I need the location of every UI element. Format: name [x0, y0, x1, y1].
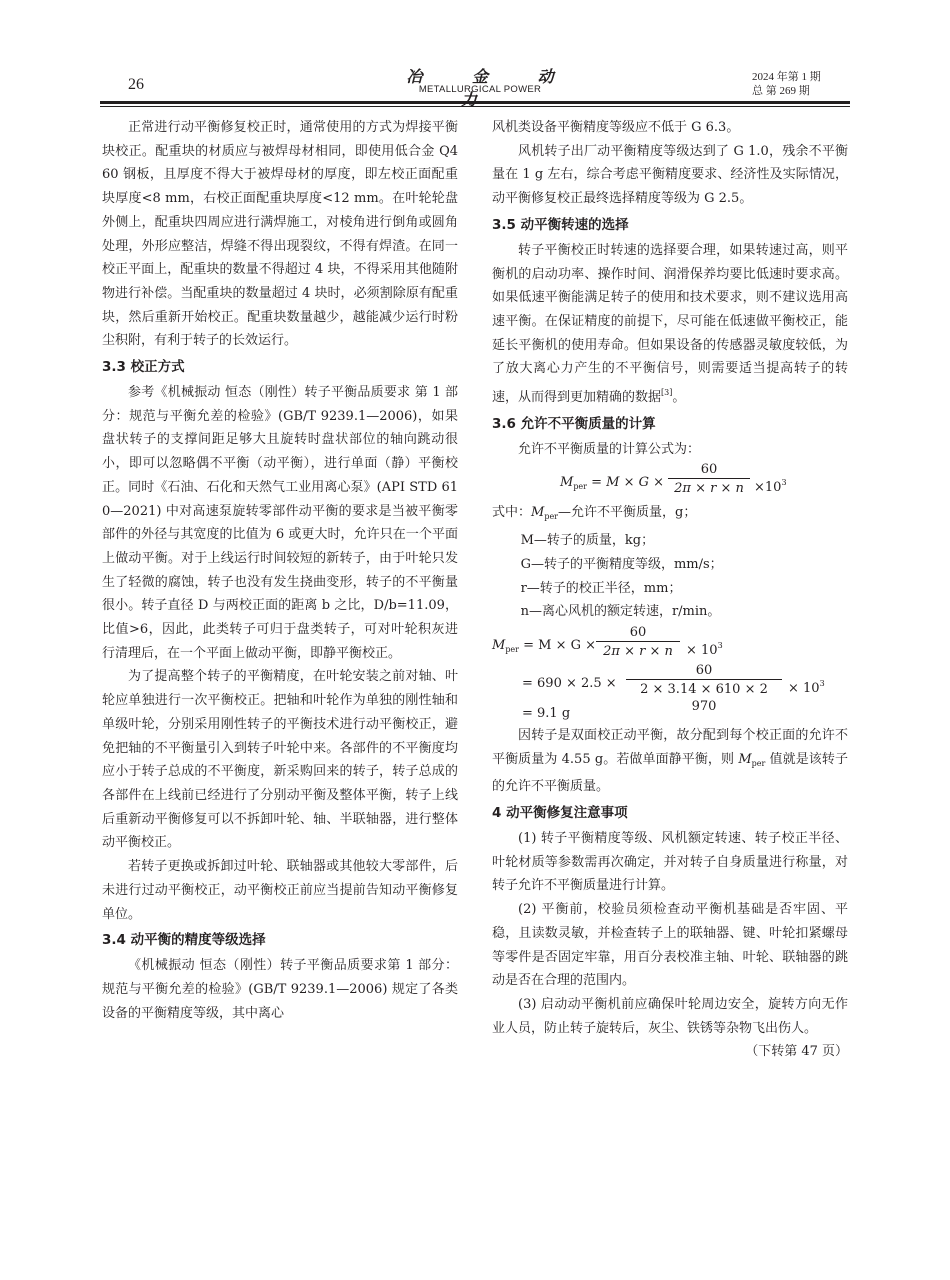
- paragraph: 为了提高整个转子的平衡精度，在叶轮安装之前对轴、叶轮应单独进行一次平衡校正。把轴和叶轮作为单独的刚性轴和单级叶轮，分别采用刚性转子的平衡技术进行动平衡校正，避免把轴的不平衡量引入到转子叶轮中来。各部件的不平衡度均应小于转子总成的不平衡度，新采购回来的转子，转子总成的各部件在上线前已经进行了分别动平衡及整体平衡，转子上线后重新动平衡修复可以不拆卸叶轮、轴、半联轴器，进行整体动平衡校正。: [102, 669, 458, 851]
- formula-numerator: 60: [700, 462, 718, 478]
- section-heading-3-5: 3.5 动平衡转速的选择: [492, 216, 629, 233]
- definition-line: 式中：$M_{per}—$允许不平衡质量，g；: [492, 505, 697, 522]
- list-item: (3) 启动动平衡机前应确保叶轮周边安全，旋转方向无作业人员，防止转子旋转后，灰尘、铁锈等杂物飞出伤人。 （下转第 47 页）: [492, 993, 848, 1040]
- paragraph: 风机类设备平衡精度等级应不低于 G 6.3。: [492, 120, 740, 135]
- citation-ref: [3]: [661, 388, 673, 398]
- paragraph: 因转子是双面校正动平衡，故分配到每个校正面的允许不平衡质量为 4.55 g。若做单面静平衡，则 $M_{per}$ 值就是该转子的允许不平衡质量。: [492, 727, 848, 795]
- formula-lhs: $M_{per} = M \times G$ ×: [560, 475, 665, 492]
- definition-line: G—转子的平衡精度等级，mm/s；: [520, 556, 723, 572]
- paragraph-text: 转子平衡校正时转速的选择要合理，如果转速过高，则平衡机的启动功率、操作时间、润滑保养均要比低速时要求高。如果低速平衡能满足转子的使用和技术要求，则不建议选用高速平衡。在保证精度的前提下，尽可能在低速做平衡校正，能延长平衡机的使用寿命。但如果设备的传感器灵敏度较低，为了放大离心力产生的不平衡信号，则需要适当提高转子的转速，从而得到更加精确的数据: [492, 242, 848, 406]
- issue-total: 总 第 269 期: [752, 85, 810, 97]
- continued-note: （下转第 47 页）: [745, 1044, 848, 1060]
- issue-year: 2024 年第 1 期: [752, 71, 821, 83]
- calc-line-1: $M_{per} = M \times G$ × $\frac{60}{2\pi \times r \times n}$ × $10^3$: [492, 624, 723, 659]
- list-item: (1) 转子平衡精度等级、风机额定转速、转子校正半径、叶轮材质等参数需再次确定，并对转子自身质量进行称量，对转子允许不平衡质量进行计算。: [492, 831, 848, 894]
- paragraph: 《机械振动 恒态（刚性）转子平衡品质要求第 1 部分：规范与平衡允差的检验》(GB/T 9239.1—2006) 规定了各类设备的平衡精度等级，其中离心: [102, 958, 458, 1021]
- paragraph: [492, 239, 848, 410]
- calc-line-2: = 690 × 2.5 × $\frac{60}{2 \times 3.14 \times 610 \times 2 970}$ × $10^3$: [522, 662, 825, 714]
- formula-mper: [492, 461, 848, 501]
- right-column: [492, 116, 848, 1064]
- list-item: (2) 平衡前，校验员须检查动平衡机基础是否牢固、平稳，且读数灵敏，并检查转子上的联轴器、键、叶轮扣紧螺母等零件是否固定牢靠，用百分表校准主轴、叶轮、联轴器的跳动是否在合理的范围内。: [492, 902, 848, 989]
- formula-rhs: $\times 10^3$: [754, 478, 787, 496]
- page-number: 26: [128, 76, 144, 93]
- section-heading-3-6: 3.6 允许不平衡质量的计算: [492, 415, 656, 432]
- calc-line-3: = 9.1 g: [522, 705, 571, 721]
- journal-subtitle: METALLURGICAL POWER: [418, 84, 542, 95]
- paragraph: 风机转子出厂动平衡精度等级达到了 G 1.0，残余不平衡量在 1 g 左右，综合考虑平衡精度要求、经济性及实际情况，动平衡修复校正最终选择精度等级为 G 2.5。: [492, 143, 848, 207]
- page-header: [0, 0, 950, 110]
- calculation-block: [492, 624, 848, 724]
- header-rule-thin: [100, 106, 850, 107]
- journal-title: 冶 金 动 力: [406, 67, 576, 109]
- section-heading-3-3: 3.3 校正方式: [102, 359, 185, 376]
- paragraph: 参考《机械振动 恒态（刚性）转子平衡品质要求 第 1 部分：规范与平衡允差的检验》(GB/T 9239.1—2006)，如果盘状转子的支撑间距足够大且旋转时盘状部位的轴向跳动很小，即可以忽略偶不平衡（动平衡），进行单面（静）平衡校正。同时《石油、石化和天然气工业用离心泵》(API STD 610—2021) 中对高速泵旋转零部件动平衡的要求是当被平衡零部件的外径与其宽度的比值为 6 或更大时，允许只在一个平面上做动平衡。对于上线运行时间较短的新转子，由于叶轮只发生了轻微的腐蚀，转子也没有发生挠曲变形，转子的不平衡量很小。转子直径 D 与两校正面的距离 b 之比，D/b=11.09，比值>6，因此，此类转子可归于盘类转子，可对叶轮积灰进行清理后，在一个平面上做动平衡，即静平衡校正。: [102, 385, 458, 661]
- definition-line: n—离心风机的额定转速，r/min。: [520, 604, 721, 620]
- section-heading-4: 4 动平衡修复注意事项: [492, 805, 628, 822]
- formula-denominator: 2π × r × n: [668, 478, 750, 497]
- definition-line: r—转子的校正半径，mm；: [520, 580, 682, 596]
- formula-fraction: [668, 461, 750, 497]
- section-heading-3-4: 3.4 动平衡的精度等级选择: [102, 932, 266, 949]
- paragraph-end: 。: [672, 390, 686, 406]
- left-column: [102, 116, 458, 1025]
- paragraph: 允许不平衡质量的计算公式为：: [518, 441, 701, 457]
- calc-fraction-1: $\frac{60}{2\pi \times r \times n}$: [596, 624, 680, 660]
- issue-info: [752, 70, 821, 98]
- calc-fraction-2: $\frac{60}{2 \times 3.14 \times 610 \times 2 970}$: [626, 662, 782, 715]
- header-rule-thick: [100, 101, 850, 104]
- paragraph: 若转子更换或拆卸过叶轮、联轴器或其他较大零部件，后未进行过动平衡校正，动平衡校正前应当提前告知动平衡修复单位。: [102, 859, 458, 922]
- paragraph: 正常进行动平衡修复校正时，通常使用的方式为焊接平衡块校正。配重块的材质应与被焊母材相同，即使用低合金 Q460 钢板，且厚度不得大于被焊母材的厚度，即左校正面配重块厚度<8 mm，右校正面配重块厚度<12 mm。在叶轮轮盘外侧上，配重块四周应进行满焊施工，对棱角进行倒角或圆角处理，外形应整洁，焊缝不得出现裂纹，不得有焊渣。在同一校正平面上，配重块的数量不得超过 4 块，不得采用其他随附物进行补偿。当配重块的数量超过 4 块时，必须割除原有配重块，然后重新开始校正。配重块数量越少，越能减少运行时粉尘积附，有利于转子的长效运行。: [102, 120, 458, 349]
- definition-line: M—转子的质量，kg；: [520, 533, 655, 549]
